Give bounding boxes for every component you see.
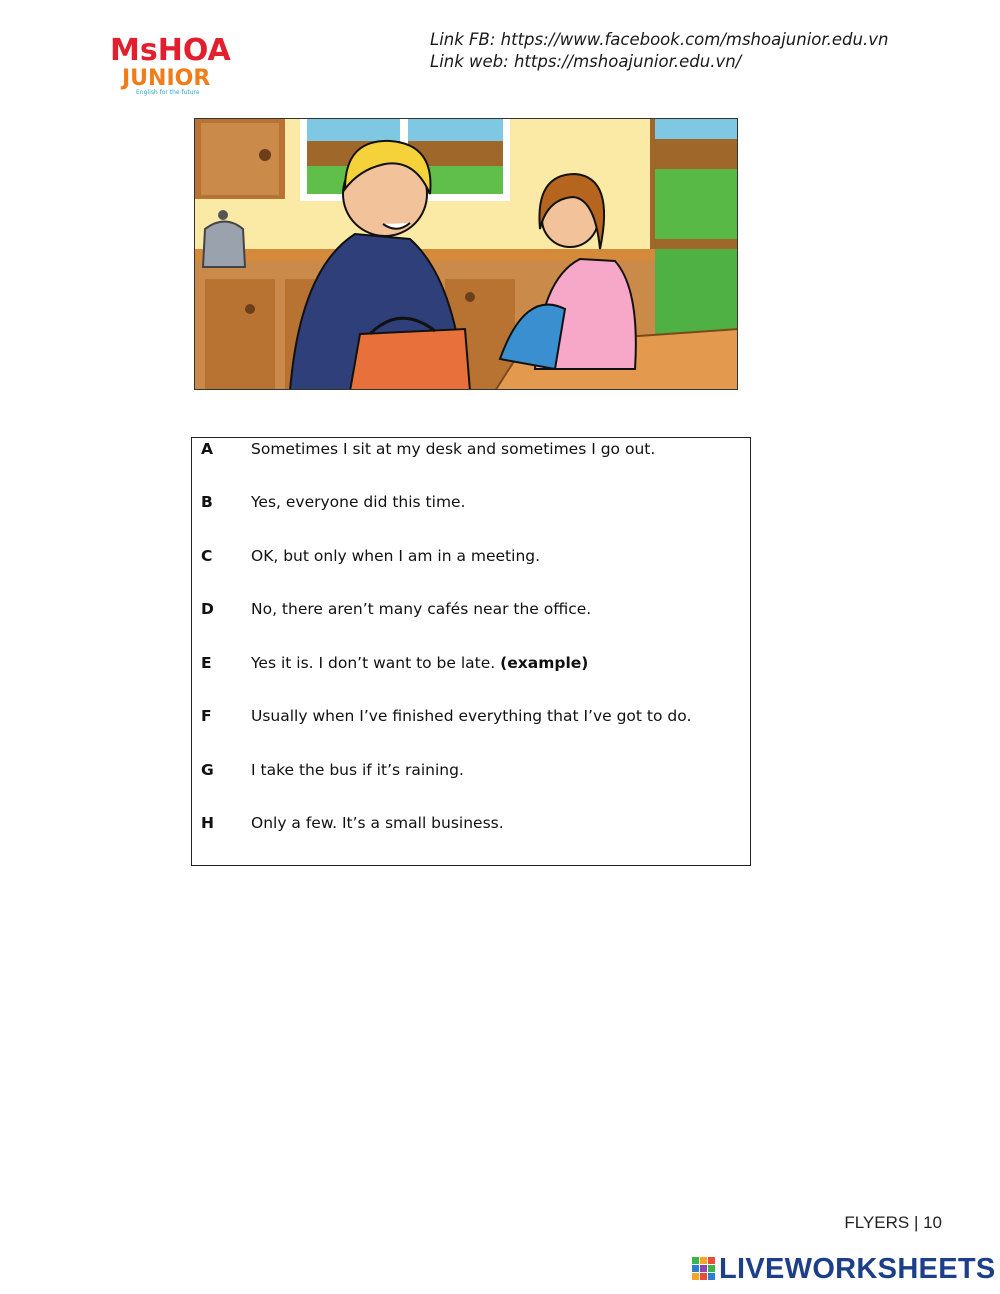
header-links <box>430 29 888 73</box>
option-text <box>251 654 588 672</box>
option-text: Usually when I’ve finished everything that I’ve got to do. <box>251 707 692 725</box>
website-link[interactable]: Link web: https://mshoajunior.edu.vn/ <box>430 52 742 71</box>
answer-options-box <box>191 437 751 866</box>
option-letter: F <box>201 707 212 725</box>
option-letter: G <box>201 761 214 779</box>
kitchen-scene-illustration <box>194 118 738 390</box>
option-letter: C <box>201 547 213 565</box>
liveworksheets-icon <box>692 1257 716 1281</box>
option-e <box>192 654 750 678</box>
svg-text:MsHOA: MsHOA <box>110 33 231 68</box>
option-text-main: Yes it is. I don’t want to be late. <box>251 654 496 672</box>
option-d <box>192 600 750 624</box>
option-text: OK, but only when I am in a meeting. <box>251 547 541 565</box>
page-label: FLYERS | 10 <box>844 1213 942 1232</box>
option-h <box>192 814 750 838</box>
facebook-link[interactable]: Link FB: https://www.facebook.com/mshoajunior.edu.vn <box>430 30 889 49</box>
option-letter: D <box>201 600 214 618</box>
option-f <box>192 707 750 731</box>
svg-text:JUNIOR: JUNIOR <box>122 66 211 91</box>
option-g <box>192 761 750 785</box>
liveworksheets-wordmark: LIVEWORKSHEETS <box>719 1252 996 1285</box>
option-letter: B <box>201 493 213 511</box>
option-a <box>192 440 750 464</box>
option-text: Yes, everyone did this time. <box>251 493 466 511</box>
example-label: (example) <box>500 654 589 672</box>
option-letter: A <box>201 440 213 458</box>
liveworksheets-brand[interactable] <box>692 1254 996 1284</box>
option-letter: H <box>201 814 214 832</box>
option-letter: E <box>201 654 212 672</box>
option-text: Only a few. It’s a small business. <box>251 814 504 832</box>
option-c <box>192 547 750 571</box>
svg-text:English for the future: English for the future <box>136 89 200 96</box>
option-text: I take the bus if it’s raining. <box>251 761 464 779</box>
option-text: Sometimes I sit at my desk and sometimes I go out. <box>251 440 656 458</box>
mshoa-junior-logo <box>108 30 232 100</box>
option-text: No, there aren’t many cafés near the office. <box>251 600 592 618</box>
option-b <box>192 493 750 517</box>
